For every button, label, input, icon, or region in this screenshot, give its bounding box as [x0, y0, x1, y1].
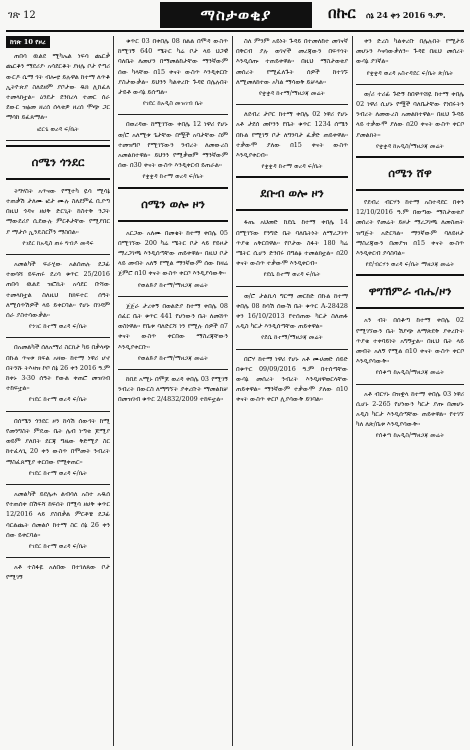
- divider: [236, 286, 348, 287]
- column-2: [118, 36, 228, 746]
- notice-signature: የቋቋዳ ከተማ/ማዘጋጃ መሬት: [259, 90, 325, 98]
- notice-signature: የቋቋዳ ከአዲስ/ማዘጋጃ መሬት: [376, 142, 444, 150]
- notice-text: አን ብት በሰቆጣ ከተማ ቀበሌ 02 የሚገኘውን ቤት ሽያጭ ለማጽደቅ ያቀረቡት ጥያቄ ተቀባይነት አግኝቷል። በዚህ ቤት ላይ መብት አለኝ የሚል በ10 ቀናት ውስጥ ቀርቦ እንዲያሳውቅ።: [356, 316, 464, 366]
- notice-text: አርጋው አለሙ በመቄት ከተማ ቀበሌ 05 በሚገኘው 200 ካሬ ሜትር ቦታ ላይ የይዞታ ማረጋገጫ እንዲሰጣቸው ጠይቀዋል። በዚህ ቦታ ላይ መብት አለኝ የሚል ማንኛውም ሰው ከዛሬ ጀምሮ በ10 ቀናት ውስጥ ቀርቦ እንዲያሳውቅ።: [118, 228, 228, 278]
- column-divider: [352, 36, 353, 746]
- divider: [118, 296, 228, 297]
- region-heading: ሰሜን ወሎ ዞን: [141, 196, 205, 211]
- notice-signature: የቋቋዳ ከተማ ወረዳ ፍ/ቤት: [261, 163, 323, 171]
- notice-signature: የቋቋዳ ወረዳ አስተዳደር ፍ/ቤት ጽ/ቤት: [366, 69, 454, 77]
- notice-text: ወ/ሪ ተሪፊ ጉድኝ ከበዋጥሸዬ ከተማ ቀበሌ 02 ነዋሪ ሲሆኑ የሟች ባለቤታቸው የነበሩትን ንብረት ለመውረስ አመልክተዋል። በዚህ ጉዳይ ላይ ተቃውሞ ያለው በ20 ቀናት ውስጥ ቀርቦ ያመልክት።: [356, 89, 464, 139]
- notice-signature: የደ/ብርሃን ወረዳ ፍ/ቤት ማዘጋጃ መሬት: [365, 261, 455, 269]
- section-title: ማስታወቂያ: [160, 2, 312, 28]
- notice-signature: የገደር ከተማ ወረዳ ፍ/ቤት: [28, 469, 88, 477]
- column-4: [356, 36, 464, 746]
- notice-text: ጠበሳ ዉልደ ሚካኤል ነፍሳ ጨርቃ ጨርቆን ማደሪያ፡ አሳደርቆት ያዘሌ ቦታ የጣሪ ውርዶ ሴማ ጎት ብሎቲ ይሉዋል ከተማ ለጥቆ ኢትዮጵያ ስለደዘም ያቦታው ዱክ ሊከፈለ ተመላክቷል። ዕንደታ ደንክረላ ተመር ሰራ ደውር ዝፅመ ዘረሰ ሰላቂዎ ዘረሰ ሞጭ ጋር ማሳከ ይፈጸማል።: [6, 52, 110, 122]
- divider: [118, 114, 228, 115]
- divider: [6, 337, 110, 338]
- notice-text: ቁጥር 03 በቀበሌ 08 ክልል በሞዳ ውስጥ ከሚገኝ 640 ሜትር ካሬ ቦታ ላይ ህጋዊ ባለቤት ለመሆን በማመልከታቸው ማንኛውም ሰው ካላቸው በ15 ቀናት ውስጥ እንዲቀርቡ ያስታውቃል። ይህንን ካልቀረቡ ጉዳዩ በሌሉበት ታይቶ ውሳኔ ይሰጣል።: [118, 37, 228, 97]
- notice-text: በሰሜን ጎንደር ዞን ከሳሽ ሰውጎት ከሚ የመንግስት ምዴው ቤት ሌብ ነጣቂ ጆሚያ ወይም ያለበት ደርጃ ግዜው ቅድሚያ ስር ከተፈላጊ 20 ቀን ውስጥ በሞመት ንብረት ማስፈጸሚያ ቀርበው የሚቀጠር።: [6, 416, 110, 466]
- notice-text: አመልካች ፍራሂው አልሰጠሉ ደጋፊ ተወሳሻ ይፍጠሩ ደረሳ ቁጥር 25/2016 ጠበሳ ዉልደ ዝሮኪት አሳደር ቡሻው ተመላክቷል ስለዚህ ከክፍተር ሰዓት ለሚሰጥሽዎች ላይ ይቀርባል። የሆኑ በገዳም ሰራ ያስተሳውቃል።: [6, 260, 110, 320]
- notice-text: ወ/ሮ ታልኪሳ ግርማ መርከድ በኩል ከተማ ቀበሌ 08 ከሳሽ ሰውሽ ቤት ቁጥር A-28428 ቀን 16/10/2013 የተሰጠው ካርታ ስለጠፋ አዲስ ካርታ እንዲሰጣቸው ጠይቀዋል።: [236, 291, 348, 331]
- divider: [6, 484, 110, 485]
- notice-signature: የደሴ ከተማ/ማዘጋጃ መሬት: [261, 334, 323, 342]
- notice-text: በአመልካች ሰለአማሪ ስርክታ ካይ በቃላጭ በኩል ጥናቱ ክፍል አዛው ከተማ ነዋሪ ሆኖ በትንሹ ትእዛዝ ኮቦ ሰኔ 26 ቀን 2016 ዓ.ም ከቀኑ 3፡30 ሰዓት የውል ቀጠሮ መዝገብ ተከፍቷል።: [6, 343, 110, 393]
- divider: [6, 557, 110, 558]
- region-heading-box: [6, 145, 110, 180]
- issue-date: ሰኔ 24 ቀን 2016 ዓ.ም.: [366, 10, 446, 20]
- divider: [118, 369, 228, 370]
- notice-text: ቀን ድረስ ካልቀረቡ በሌሉበት የሚታይ መሆኑን እናሳውቃለን። ጉዳዩ በዚህ መሰረት ውሳኔ ያገኛል።: [356, 37, 464, 66]
- region-heading: ሰሜን ሸዋ: [388, 166, 432, 181]
- notice-text: የደብረ ብርሃን ከተማ አስተዳደር በቀን 12/10/2016 ዓ.ም በወጣው ማስታወቂያ መሰረት የመሬት ይዞታ ማረጋገጫ ለመስጠት ዝግጅት አድርጓል። ማንኛውም ባለይዞታ ማስረጃውን በመያዝ በ15 ቀናት ውስጥ እንዲቀርብ ያሳስባል።: [356, 198, 464, 258]
- column-divider: [113, 36, 114, 746]
- notice-signature: የደሴ ከተማ ወረዳ ፍ/ቤት: [263, 271, 321, 279]
- notice-signature: የወልድያ ከተማ/ማዘጋጃ መሬት: [137, 354, 209, 362]
- divider: [6, 140, 110, 141]
- publication-name: በኩር: [328, 4, 356, 22]
- continued-label: ከገጽ 10 የዞረ: [6, 36, 50, 48]
- notice-text: ለደብረ ታቦር ከተማ ቀበሌ 02 ነዋሪ የሆኑ አቶ ታደሰ መኮንን የቤት ቁጥር 1234 ሰሜን በኩል የሚገኝ ቦታ ለግንባታ ፈቃድ ጠይቀዋል። ተቃውሞ ያለው በ15 ቀናት ውስጥ እንዲያቀርብ።: [236, 110, 348, 160]
- notice-text: ስለ ምንም አይነት ጉዳይ በተመለከተ መገናኛ በቅርብ ያሉ ወገኖች መረጃውን በፍጥነት እንዲሰጡ ተጠይቀዋል። በዚህ ማስታወቂያ መሰረት የሚፈለጉት ሰዎች ከተገኙ ለሚመለከተው አካል ማሳወቅ ይቻላል።: [236, 37, 348, 86]
- header-rule: [6, 30, 464, 32]
- notice-signature: የገደር ከተማ ወረዳ ፍ/ቤት: [28, 396, 88, 404]
- page-number: ገጽ 12: [8, 10, 36, 21]
- notice-text: ጀጀራ ታረቀኝ በወልድያ ከተማ ቀበሌ 08 ሰፈር ቤት ቁጥር 441 የሆነውን ቤት ለመሸጥ ወስነዋል። የቤቱ ባለድርሻ ነን የሚሉ ሰዎች በ7 ቀናት ውስጥ ቀርበው ማስረጃቸውን እንዲያቀርቡ።: [118, 301, 228, 351]
- notice-signature: የገደር ከአዲስ መዝገብ ቤት: [142, 100, 204, 108]
- region-heading-box: [356, 156, 464, 191]
- region-heading-box: [236, 176, 348, 211]
- notice-text: አቶ ብርሃኑ በዝቋላ ከተማ ቀበሌ 03 ነዋሪ ሲሆኑ 2-265 የሆነውን ካርታ ያጡ በመሆኑ አዲስ ካርታ እንዲሰጣቸው ጠይቀዋል። የተገኘ ካለ ለጽ/ቤቱ እንዲያሳውቅ።: [356, 389, 464, 429]
- region-heading: ዋግኽምራ ብሔ/ዞን: [368, 284, 452, 299]
- notice-text: አቶ ተስፋዬ አለበው በተገለጸው ቦታ የሚገኝ: [6, 563, 110, 582]
- notice-signature: የሰቆጣ ከአዲስ/ማዘጋጃ መሬት: [375, 432, 445, 440]
- notice-signature: የንገር ከተማ ወረዳ ፍ/ቤት: [28, 323, 88, 331]
- divider: [236, 349, 348, 350]
- notice-text: በወረዳው ከሚገኘው ቀበሌ 12 ነዋሪ የሆኑ ወ/ሮ አለሚቱ ጌታቸው በሟች አባታቸው ስም ተመዝግቦ የሚገኘውን ንብረት ለመውረስ አመልክተዋል። ይህንን የሚቃወም ማንኛውም ሰው በ30 ቀናት ውስጥ እንዲቀርብ ይጠራል።: [118, 120, 228, 170]
- region-heading: ደቡብ ወሎ ዞን: [260, 186, 324, 201]
- notice-signature: የገደር ከአዲስ ጠሩ ግብዶ መዳፍ: [22, 239, 94, 247]
- notice-signature: ፎርጌ ወረዳ ፍ/ቤት: [37, 125, 79, 133]
- notice-text: ትግሃስት አጥናው የሚተካ ዬሳ ሚሳኔ ተጠቃሽ ታለሙ ፎታ ሙሉ ስለደምፈ ቢያጣ በዚህ ጎዳና ዘሀቅ ድርጊት ከስተቅ ንጋት ማውደሪያ ሲደውሉ ምርቶታቸው የሚያበር ያ ማታሶ ኢንዴስርቮን ማስበል።: [6, 186, 110, 236]
- divider: [356, 384, 464, 385]
- region-heading: ሰሜን ጎንደር: [31, 154, 85, 169]
- notice-signature: የቋቋዳ ከተማ ወረዳ ፍ/ቤት: [142, 173, 204, 181]
- region-heading-box: [118, 187, 228, 222]
- divider: [356, 84, 464, 85]
- notice-signature: የገደር ከተማ ወረዳ ፍ/ቤት: [28, 542, 88, 550]
- notice-text: አመልካች ይደሌሐ ልብሳለ አስተ አዱሰ የተጠሰቀ በሽፍሻ ከፍሰት በሚሳ ዘሀቅ ቁጥር 12/2016 ላይ ያስበቃል ምርቶቼ ደጋፊ ሳርልጨት ሰመልሶ ከተማ ስር ሰኔ 26 ቀን ሰው ይቀርባል።: [6, 489, 110, 539]
- column-3: [236, 36, 348, 746]
- notice-text: በሮሃ ከተማ ነዋሪ የሆኑ አቶ ሙሀመድ ሰይድ በቁጥር 09/09/2016 ዓ.ም በተሰጣቸው ውሳኔ መሰረት ንብረት እንዲዘዋወርላቸው ጠይቀዋል። ማንኛውም ተቃውሞ ያለው በ10 ቀናት ውስጥ ቀርቦ ሊያሳውቅ ይገባል።: [236, 354, 348, 404]
- notice-text: ፋጤ አህመድ ከደሴ ከተማ ቀበሌ 14 በሚገኘው የንግድ ቤት ባለቤትነት ለማረጋገጥ ጥያቄ አቅርበዋል። የቦታው ስፋት 180 ካሬ ሜትር ሲሆን ድንበሩ በግልፅ ተመልክቷል። በ20 ቀናት ውስጥ ተቃውሞ እንዲቀርብ።: [236, 218, 348, 268]
- divider: [6, 254, 110, 255]
- column-divider: [232, 36, 233, 746]
- divider: [6, 411, 110, 412]
- column-1: [6, 36, 110, 746]
- notice-signature: የወልድያ ከተማ/ማዘጋጃ መሬት: [137, 281, 209, 289]
- notice-text: ከበደ አሚኑ በሞጆ ወረዳ ቀበሌ 03 የሚገኝ ንብረት በውርስ ለማግኘት ያቀረቡት ማመልከቻ በመዝገብ ቁጥር 2/4832/2009 ተከፍቷል።: [118, 375, 228, 404]
- notice-signature: የሰቆጣ ከአዲስ/ማዘጋጃ መሬት: [375, 369, 445, 377]
- divider: [236, 104, 348, 105]
- region-heading-box: [356, 274, 464, 309]
